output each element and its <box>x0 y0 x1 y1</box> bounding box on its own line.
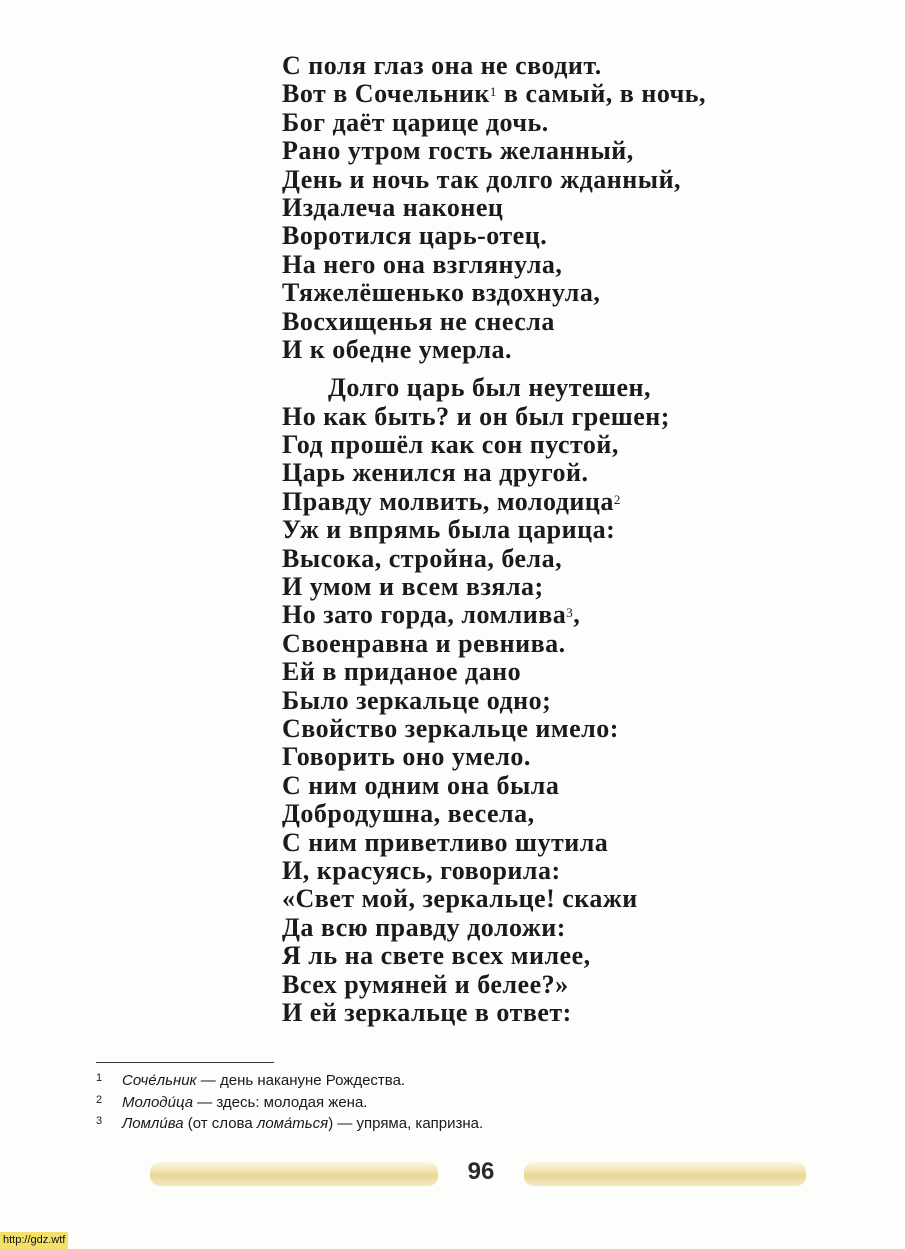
footnote-divider <box>96 1062 274 1063</box>
poem-line: Своенравна и ревнива. <box>282 628 566 658</box>
poem-line: Восхищенья не снесла <box>282 306 555 336</box>
poem-line: Ей в приданое дано <box>282 657 522 687</box>
poem-line: Добродушна, весела, <box>282 799 535 829</box>
decorative-bar-right <box>524 1162 806 1186</box>
footnote-mark-2: 2 <box>613 491 621 507</box>
poem-line: И к обедне умерла. <box>282 334 513 364</box>
footnote-term: Ломли́ва <box>122 1115 184 1132</box>
stanza-2 <box>282 374 802 1027</box>
poem-line: Тяжелёшенько вздохнула, <box>282 278 601 308</box>
footnote-mark-1: 1 <box>489 84 497 100</box>
poem-line: Бог даёт царице дочь. <box>282 107 549 137</box>
footnote-number: 2 <box>96 1093 103 1106</box>
poem-line: Издалеча наконец <box>282 192 504 222</box>
poem-line: И, красуясь, говорила: <box>282 855 561 885</box>
footnote-term: Молоди́ца <box>122 1093 194 1111</box>
footnotes <box>96 1070 796 1135</box>
footnote-text: ) — упряма, капризна. <box>328 1115 484 1132</box>
poem-line: Уж и впрямь была царица: <box>282 515 616 545</box>
poem-line: Долго царь был неутешен, <box>328 373 652 403</box>
poem-line: День и ночь так долго жданный, <box>282 164 682 194</box>
poem-line: «Свет мой, зеркальце! скажи <box>282 884 638 914</box>
poem-line: Царь женился на другой. <box>282 458 589 488</box>
poem-line: Год прошёл как сон пустой, <box>282 430 619 460</box>
poem-line: И ей зеркальце в ответ: <box>282 997 572 1027</box>
poem-line: С ним одним она была <box>282 770 560 800</box>
footnote-3 <box>96 1113 796 1135</box>
poem-line: На него она взглянула, <box>282 249 563 279</box>
watermark-link[interactable]: http://gdz.wtf <box>0 1232 68 1249</box>
poem-line-part: Но зато горда, ломлива <box>282 600 567 630</box>
page-number: 96 <box>467 1158 495 1185</box>
poem-line: Всех румяней и белее?» <box>282 969 569 999</box>
footnote-term: лома́ться <box>256 1115 329 1132</box>
poem-line: Я ль на свете всех милее, <box>282 941 591 971</box>
poem-line-part: Вот в Сочельник <box>282 79 490 109</box>
poem-line: С поля глаз она не сводит. <box>282 51 602 80</box>
poem-line-part: , <box>573 600 581 630</box>
poem-line: И умом и всем взяла; <box>282 572 544 602</box>
footnote-text: (от слова <box>183 1115 257 1132</box>
footnote-text: — день накануне Рождества. <box>196 1072 406 1089</box>
poem-line: С ним приветливо шутила <box>282 827 609 857</box>
poem-line: Говорить оно умело. <box>282 742 531 772</box>
footnote-text: — здесь: молодая жена. <box>193 1093 368 1111</box>
footnote-2 <box>96 1092 796 1114</box>
poem-line: Свойство зеркальце имело: <box>282 713 619 743</box>
poem-line: Но как быть? и он был грешен; <box>282 401 670 431</box>
poem-line: Рано утром гость желанный, <box>282 136 634 166</box>
poem-line <box>282 488 802 516</box>
poem-text <box>282 52 802 1027</box>
poem-line <box>282 601 802 629</box>
footnote-number: 1 <box>96 1072 103 1084</box>
footnote-1 <box>96 1070 796 1092</box>
poem-line: Да всю правду доложи: <box>282 912 566 942</box>
stanza-1 <box>282 52 802 364</box>
decorative-bar-left <box>150 1162 438 1186</box>
footnote-number: 3 <box>96 1115 103 1127</box>
poem-line-part: в самый, в ночь, <box>496 79 707 109</box>
poem-line: Высока, стройна, бела, <box>282 543 563 573</box>
footnote-mark-3: 3 <box>566 605 574 621</box>
poem-line: Воротился царь-отец. <box>282 221 548 251</box>
poem-line <box>282 80 802 108</box>
footnote-term: Соче́льник <box>122 1072 197 1089</box>
poem-line: Было зеркальце одно; <box>282 685 552 715</box>
poem-line-part: Правду молвить, молодица <box>282 486 614 516</box>
